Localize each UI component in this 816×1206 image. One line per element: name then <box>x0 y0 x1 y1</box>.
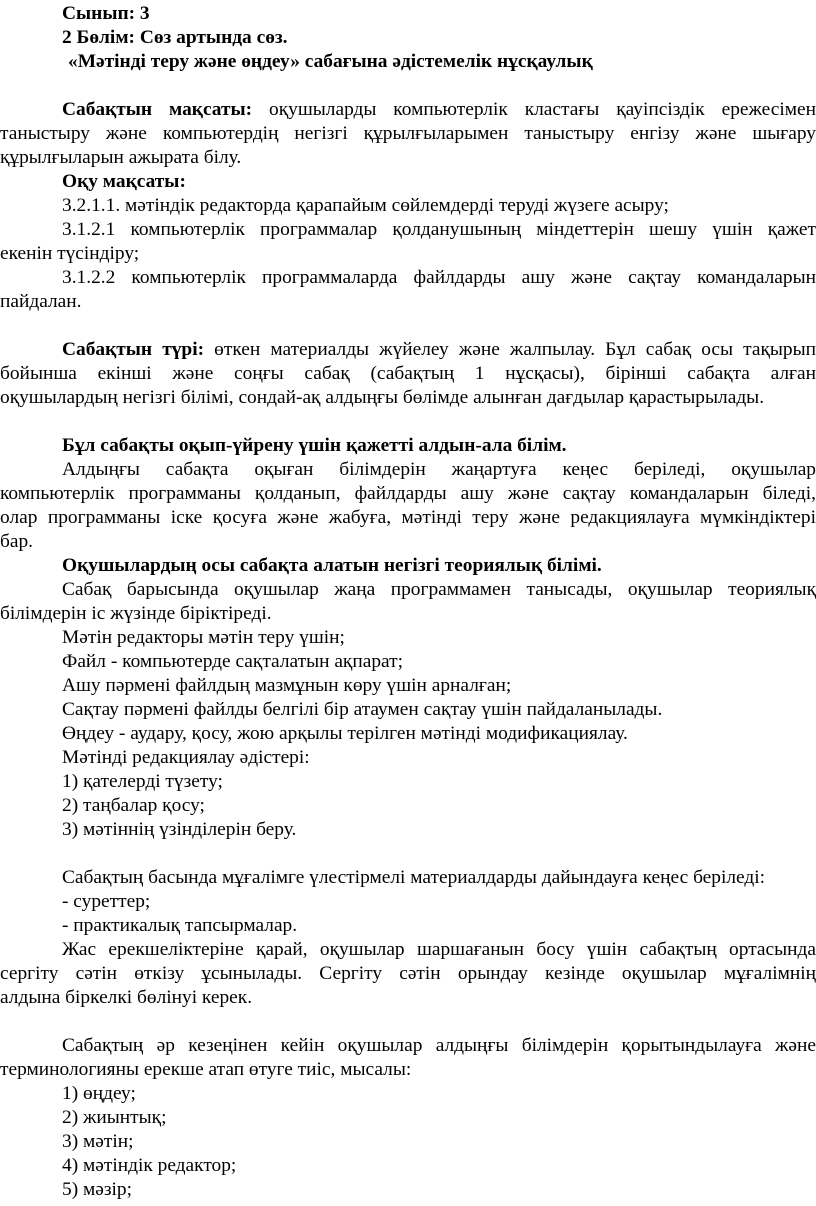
lesson-type-text: өткен материалды жүйелеу және жалпылау. Бұл сабақ осы тақырып <box>214 339 816 360</box>
goal-line-2: таныстыру және компьютердің негізгі құрылғыларымен таныстыру енгізу және шығару <box>0 123 816 144</box>
advice-line-6: алдына біркелкі бөлінуі керек. <box>0 987 253 1008</box>
learning-line-1: 3.2.1.1. мәтіндік редакторда қарапайым сөйлемдерді теруді жүзеге асыру; <box>62 195 669 216</box>
summary-line-7: 5) мәзір; <box>62 1179 133 1200</box>
summary-line-2: терминологияны ерекше атап өтуге тиіс, мысалы: <box>0 1059 412 1080</box>
prior-heading: Бұл сабақты оқып-үйрену үшін қажетті алдын-ала білім. <box>62 435 567 456</box>
prior-line-2: компьютерлік программаны қолданып, файлдарды ашу және сақтау командаларын біледі, <box>0 483 816 504</box>
learning-heading: Оқу мақсаты: <box>62 171 186 192</box>
advice-line-1: Сабақтың басында мұғалімге үлестірмелі материалдарды дайындауға кеңес беріледі: <box>62 867 766 888</box>
lesson-type-line-3: оқушылардың негізгі білімі, сондай-ақ алдыңғы бөлімде алынған дағдылар қарастырылады. <box>0 387 765 408</box>
advice-line-4: Жас ерекшеліктеріне қарай, оқушылар шаршағанын босу үшін сабақтың ортасында <box>62 939 816 960</box>
theory-line-10: 2) таңбалар қосу; <box>62 795 205 816</box>
theory-line-2: білімдерін іс жүзінде біріктіреді. <box>0 603 272 624</box>
theory-line-6: Сақтау пәрмені файлды белгілі бір атаумен сақтау үшін пайдаланылады. <box>62 699 663 720</box>
theory-line-11: 3) мәтіннің үзінділерін беру. <box>62 819 297 840</box>
learning-line-3: екенін түсіндіру; <box>0 243 140 264</box>
theory-line-3: Мәтін редакторы мәтін теру үшін; <box>62 627 345 648</box>
learning-line-2: 3.1.2.1 компьютерлік программалар қолданушының міндеттерін шешу үшін қажет <box>62 219 816 240</box>
learning-line-4: 3.1.2.2 компьютерлік программаларда файлдарды ашу және сақтау командаларын <box>62 267 816 288</box>
theory-line-8: Мәтінді редакциялау әдістері: <box>62 747 310 768</box>
document-title: «Мәтінді теру және өңдеу» сабағына әдістемелік нұсқаулық <box>68 51 593 72</box>
theory-line-4: Файл - компьютерде сақталатын ақпарат; <box>62 651 403 672</box>
theory-line-1: Сабақ барысында оқушылар жаңа программамен танысады, оқушылар теориялық <box>62 579 816 600</box>
summary-line-4: 2) жиынтық; <box>62 1107 167 1128</box>
section-line: 2 Бөлім: Сөз артында сөз. <box>62 27 288 48</box>
advice-line-2: - суреттер; <box>62 891 151 912</box>
learning-line-5: пайдалан. <box>0 291 82 312</box>
prior-line-4: бар. <box>0 531 34 552</box>
lesson-type-label: Сабақтын түрі: <box>62 339 205 360</box>
theory-line-5: Ашу пәрмені файлдың мазмұнын көру үшін арналған; <box>62 675 512 696</box>
goal-label: Сабақтын мақсаты: <box>62 99 253 120</box>
theory-heading: Оқушылардың осы сабақта алатын негізгі теориялық білімі. <box>62 555 602 576</box>
lesson-type-line-2: бойынша екінші және соңғы сабақ (сабақтың 1 нұсқасы), бірінші сабақта алған <box>0 363 816 384</box>
goal-line-1 <box>62 98 816 122</box>
prior-line-3: олар программаны іске қосуға және жабуға, мәтінді теру және редакциялауға мүмкіндіктері <box>0 507 816 528</box>
summary-line-6: 4) мәтіндік редактор; <box>62 1155 237 1176</box>
lesson-type-line-1 <box>62 338 816 362</box>
theory-line-7: Өңдеу - аудару, қосу, жою арқылы терілген мәтінді модификациялау. <box>62 723 628 744</box>
summary-line-5: 3) мәтін; <box>62 1131 134 1152</box>
summary-line-3: 1) өңдеу; <box>62 1083 136 1104</box>
prior-line-1: Алдыңғы сабақта оқыған білімдерін жаңартуға кеңес беріледі, оқушылар <box>62 459 816 480</box>
theory-line-9: 1) қателерді түзету; <box>62 771 223 792</box>
class-line: Сынып: 3 <box>62 3 150 24</box>
goal-text: оқушыларды компьютерлік кластағы қауіпсіздік ережесімен <box>269 99 816 120</box>
advice-line-3: - практикалық тапсырмалар. <box>62 915 298 936</box>
summary-line-1: Сабақтың әр кезеңінен кейін оқушылар алдыңғы білімдерін қорытындылауға және <box>62 1035 816 1056</box>
goal-line-3: құрылғыларын ажырата білу. <box>0 147 242 168</box>
advice-line-5: сергіту сәтін өткізу ұсынылады. Сергіту сәтін орындау кезінде оқушылар мұғалімнің <box>0 963 816 984</box>
